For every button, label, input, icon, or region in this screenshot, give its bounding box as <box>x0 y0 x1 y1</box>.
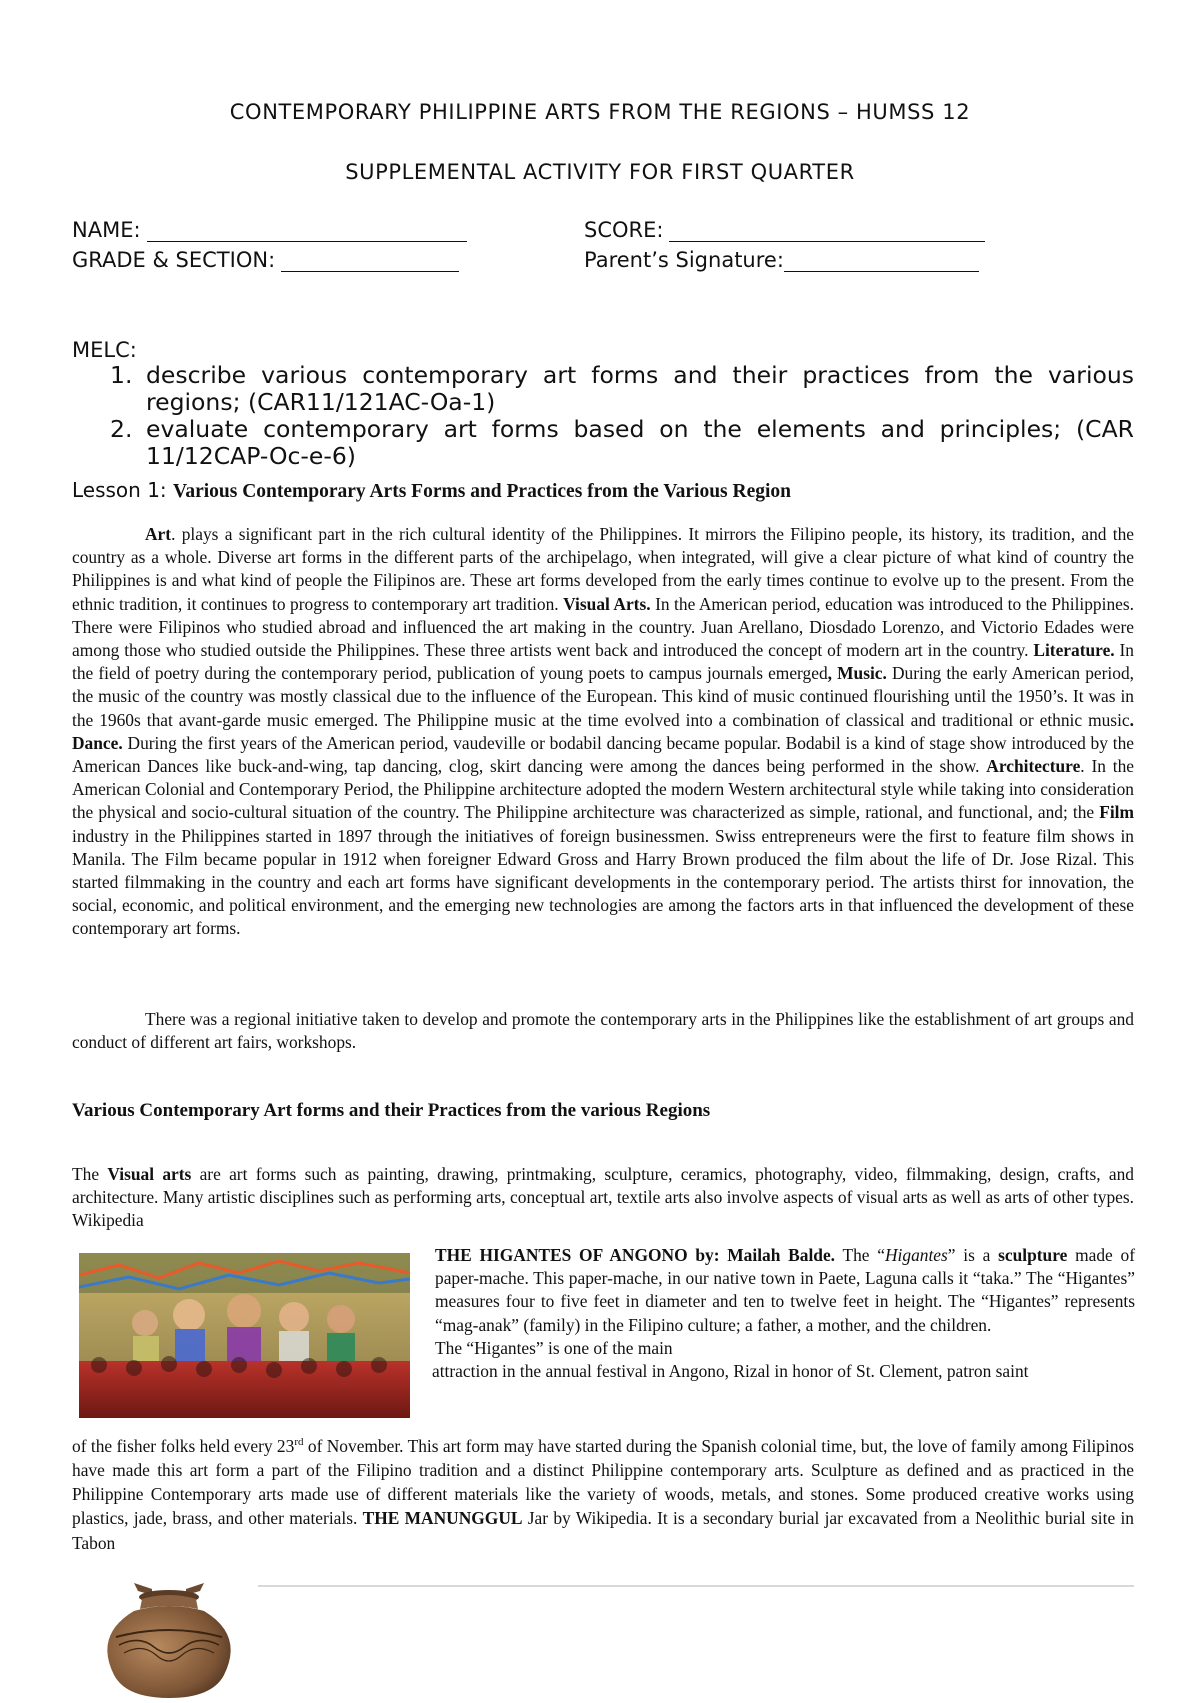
higantes-line: attraction in the annual festival in Angono, Rizal in honor of St. Clement, patron saint <box>432 1361 1029 1382</box>
visual-arts-term: Visual arts <box>107 1164 192 1184</box>
parent-signature-blank[interactable] <box>784 249 979 272</box>
higantes-paragraph <box>435 1244 1135 1337</box>
higantes-author: Mailah Balde. <box>727 1245 836 1265</box>
sculpture-paragraph <box>72 1430 1134 1555</box>
intro-paragraph <box>72 523 1134 941</box>
sculpture-term: sculpture <box>998 1245 1068 1265</box>
document-subtitle: SUPPLEMENTAL ACTIVITY FOR FIRST QUARTER <box>345 160 855 184</box>
paragraph-text: ” is a <box>947 1245 999 1265</box>
paragraph-text: industry in the Philippines started in 1897 through the initiatives of foreign businessmen. Swiss entrepreneurs were the first to feature film shows in Manila. The Film became popular in 1912 when foreigner Edward Gross and Harry Brown produced the film about the life of Dr. Jose Rizal. This started filmmaking in the country and each art forms have significant developments in the contemporary period. The artists thirst for innovation, the social, economic, and political environment, and the emerging new technologies are among the factors arts in that influenced the development of these contemporary art forms. <box>72 825 1134 939</box>
paragraph-text: Jar by Wikipedia. It is a secondary burial jar excavated from a Neolithic burial site in Tabon <box>72 1508 1134 1553</box>
paragraph-text: made of paper-mache. This paper-mache, in our native town in Paete, Laguna calls it “taka.” The “Higantes” measures four to five feet in diameter and ten to twelve feet in height. The “Higantes” represents “mag-anak” (family) in the Filipino culture; a father, a mother, and the children. <box>435 1245 1135 1335</box>
manunggul-term: THE MANUNGGUL <box>362 1508 523 1529</box>
dance-term: . Dance. <box>72 709 1134 753</box>
paragraph-text: During the first years of the American period, vaudeville or bodabil dancing became popular. Bodabil is a kind of stage show introduced by the American Dances like buck-and-wing, tap dancing, clog, skirt dancing were among the dances being performed in the show. <box>72 732 1134 777</box>
manunggul-jar-image <box>94 1575 244 1698</box>
art-term: Art <box>145 524 172 544</box>
paragraph-text: In the field of poetry during the contemporary period, publication of young poets to campus journals emerged <box>72 640 1134 684</box>
higantes-term: Higantes <box>884 1245 948 1265</box>
literature-term: Literature. <box>1033 640 1115 661</box>
section-heading: Various Contemporary Art forms and their Practices from the various Regions <box>72 1100 711 1121</box>
visual-arts-term: Visual Arts. <box>563 593 651 614</box>
score-blank[interactable] <box>669 219 985 242</box>
melc-label: MELC: <box>72 338 137 362</box>
melc-item <box>110 416 1134 470</box>
horizontal-divider <box>258 1585 1134 1587</box>
higantes-festival-photo <box>79 1253 410 1418</box>
lesson-label: Lesson 1: <box>72 478 167 502</box>
name-blank[interactable] <box>147 219 467 242</box>
document-title: CONTEMPORARY PHILIPPINE ARTS FROM THE REGIONS – HUMSS 12 <box>229 100 971 124</box>
film-term: Film <box>1099 802 1134 823</box>
grade-section-label: GRADE & SECTION: <box>72 248 276 272</box>
paragraph-text: . In the American Colonial and Contemporary Period, the Philippine architecture adopted the modern Western architectural style while taking into consideration the physical and socio-cultural situation of the country. The Philippine architecture was characterized as simple, rational, and functional, and; the <box>72 756 1134 823</box>
paragraph-text: The <box>72 1164 108 1184</box>
higantes-line: The “Higantes” is one of the main <box>435 1337 673 1358</box>
paragraph-text: In the American period, education was introduced to the Philippines. There were Filipinos who studied abroad and influenced the art making in the country. Juan Arellano, Diosdado Lorenzo, and Victorio Edades were among those who studied outside the Philippines. These three artists went back and introduced the concept of modern art in the country. <box>72 593 1134 661</box>
paragraph-text: The “ <box>835 1245 885 1265</box>
ordinal-suffix: rd <box>294 1436 304 1448</box>
grade-section-blank[interactable] <box>281 249 459 272</box>
melc-item-text: evaluate contemporary art forms based on the elements and principles; (CAR 11/12CAP-Oc-e-6) <box>146 415 1134 470</box>
name-field[interactable] <box>72 218 467 242</box>
melc-list <box>110 362 1134 470</box>
visual-arts-paragraph <box>72 1163 1134 1233</box>
paragraph-text: . plays a significant part in the rich cultural identity of the Philippines. It mirrors the Filipino people, its history, its tradition, and the country as a whole. Diverse art forms in the different parts of the archipelago, when integrated, will give a clear picture of what kind of country the Philippines is and what kind of people the Filipinos are. These art forms developed from the early times continue to evolve up to the present. From the ethnic tradition, it continues to progress to contemporary art tradition. <box>72 524 1134 614</box>
paragraph-text: of November. This art form may have started during the Spanish colonial time, but, the love of family among Filipinos have made this art form a part of the Filipino tradition and a distinct Philippine contemporary arts. Sculpture as defined and as practiced in the Philippine Contemporary arts made use of different materials like the variety of woods, metals, and stones. Some produced creative works using plastics, jade, brass, and other materials. <box>72 1435 1134 1529</box>
melc-item-number: 1. <box>110 361 133 389</box>
melc-item <box>110 362 1134 416</box>
name-label: NAME: <box>72 218 141 242</box>
paragraph-text: of the fisher folks held every 23 <box>72 1435 295 1456</box>
score-field[interactable] <box>584 218 985 242</box>
melc-item-number: 2. <box>110 415 133 443</box>
regional-initiative-paragraph: There was a regional initiative taken to develop and promote the contemporary arts in the Philippines like the establishment of art groups and conduct of different art fairs, workshops. <box>72 1009 1134 1053</box>
lesson-title: Various Contemporary Arts Forms and Practices from the Various Region <box>173 481 792 502</box>
parent-signature-field[interactable] <box>584 248 979 272</box>
music-term: , Music. <box>827 663 887 684</box>
paragraph-text: are art forms such as painting, drawing, printmaking, sculpture, ceramics, photography, video, filmmaking, design, crafts, and architecture. Many artistic disciplines such as performing arts, conceptual art, textile arts also involve aspects of visual arts as well as arts of other types. Wikipedia <box>72 1164 1134 1231</box>
parent-signature-label: Parent’s Signature: <box>584 248 784 272</box>
paragraph-text: During the early American period, the music of the country was mostly classical due to the influence of the European. This kind of music continued flourishing until the 1950’s. It was in the 1960s that avant-garde music emerged. The Philippine music at the time evolved into a combination of classical and traditional or ethnic music <box>72 663 1134 730</box>
melc-item-text: describe various contemporary art forms and their practices from the various regions; (CAR11/121AC-Oa-1) <box>146 361 1134 416</box>
score-label: SCORE: <box>584 218 664 242</box>
higantes-heading: THE HIGANTES OF ANGONO by: <box>435 1245 728 1265</box>
grade-section-field[interactable] <box>72 248 459 272</box>
lesson-heading <box>72 478 791 503</box>
architecture-term: Architecture <box>986 756 1081 777</box>
higantes-description <box>432 1244 1135 1383</box>
